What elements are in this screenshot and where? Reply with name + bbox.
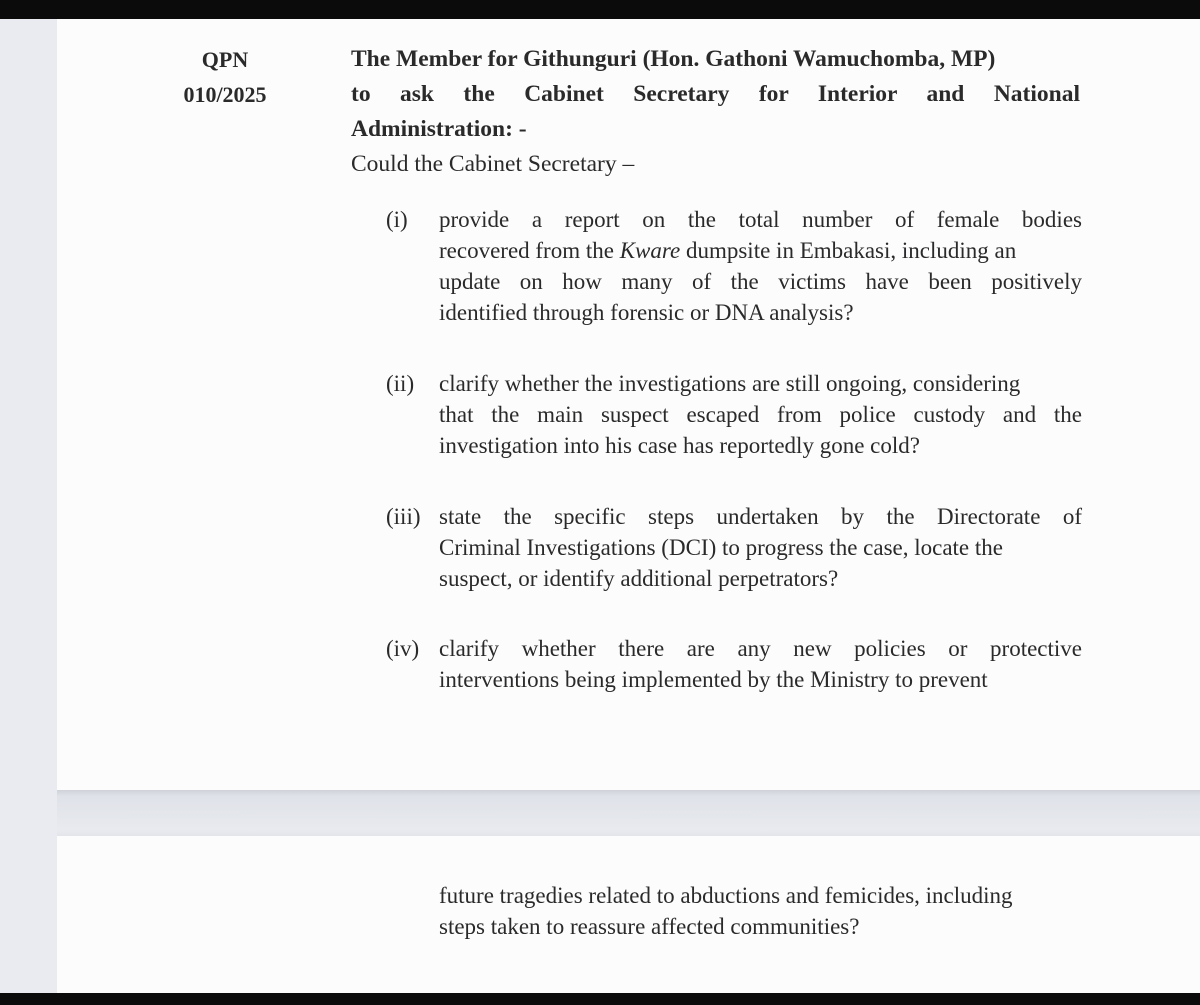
item-text bbox=[439, 368, 1082, 461]
item-number: (iv) bbox=[386, 636, 420, 661]
item-line: identified through forensic or DNA analysis? bbox=[439, 300, 854, 325]
bottom-black-bar bbox=[0, 993, 1200, 1005]
item-line: suspect, or identify additional perpetrators? bbox=[439, 566, 839, 591]
item-number: (ii) bbox=[386, 371, 415, 396]
question-reference bbox=[170, 42, 280, 112]
item-text bbox=[439, 204, 1082, 328]
question-heading bbox=[351, 42, 1080, 182]
heading-intro: Could the Cabinet Secretary – bbox=[351, 151, 635, 177]
place-name-kware: Kware bbox=[619, 238, 681, 263]
item-number: (i) bbox=[386, 207, 408, 232]
item-line: clarify whether the investigations are still ongoing, considering bbox=[439, 371, 1021, 396]
qpn-number: 010/2025 bbox=[183, 82, 267, 107]
heading-line-3: Administration: - bbox=[351, 116, 527, 142]
heading-line-1: The Member for Githunguri (Hon. Gathoni Wamuchomba, MP) bbox=[351, 46, 996, 72]
qpn-label: QPN bbox=[201, 47, 249, 72]
item-line: update on how many of the victims have been positively bbox=[439, 269, 1082, 294]
item-line-part: dumpsite in Embakasi, including an bbox=[680, 238, 1017, 263]
item-number: (iii) bbox=[386, 504, 421, 529]
item-line: investigation into his case has reportedly gone cold? bbox=[439, 433, 920, 458]
item-line: provide a report on the total number of female bodies bbox=[439, 207, 1082, 232]
item-line: steps taken to reassure affected communities? bbox=[439, 914, 860, 939]
item-line: clarify whether there are any new policies or protective bbox=[439, 636, 1082, 661]
item-line: state the specific steps undertaken by the Directorate of bbox=[439, 504, 1082, 529]
item-line: future tragedies related to abductions and femicides, including bbox=[439, 883, 1013, 908]
item-line: that the main suspect escaped from police custody and the bbox=[439, 402, 1082, 427]
page-gap bbox=[57, 790, 1200, 836]
item-text bbox=[439, 880, 1082, 942]
top-black-bar bbox=[0, 0, 1200, 19]
item-line-part: recovered from the bbox=[439, 238, 620, 263]
item-text bbox=[439, 501, 1082, 594]
item-line: Criminal Investigations (DCI) to progress the case, locate the bbox=[439, 535, 1003, 560]
item-line bbox=[439, 235, 1082, 266]
heading-line-2: to ask the Cabinet Secretary for Interior and National bbox=[351, 81, 1080, 107]
item-line: interventions being implemented by the Ministry to prevent bbox=[439, 667, 988, 692]
item-text bbox=[439, 633, 1082, 695]
